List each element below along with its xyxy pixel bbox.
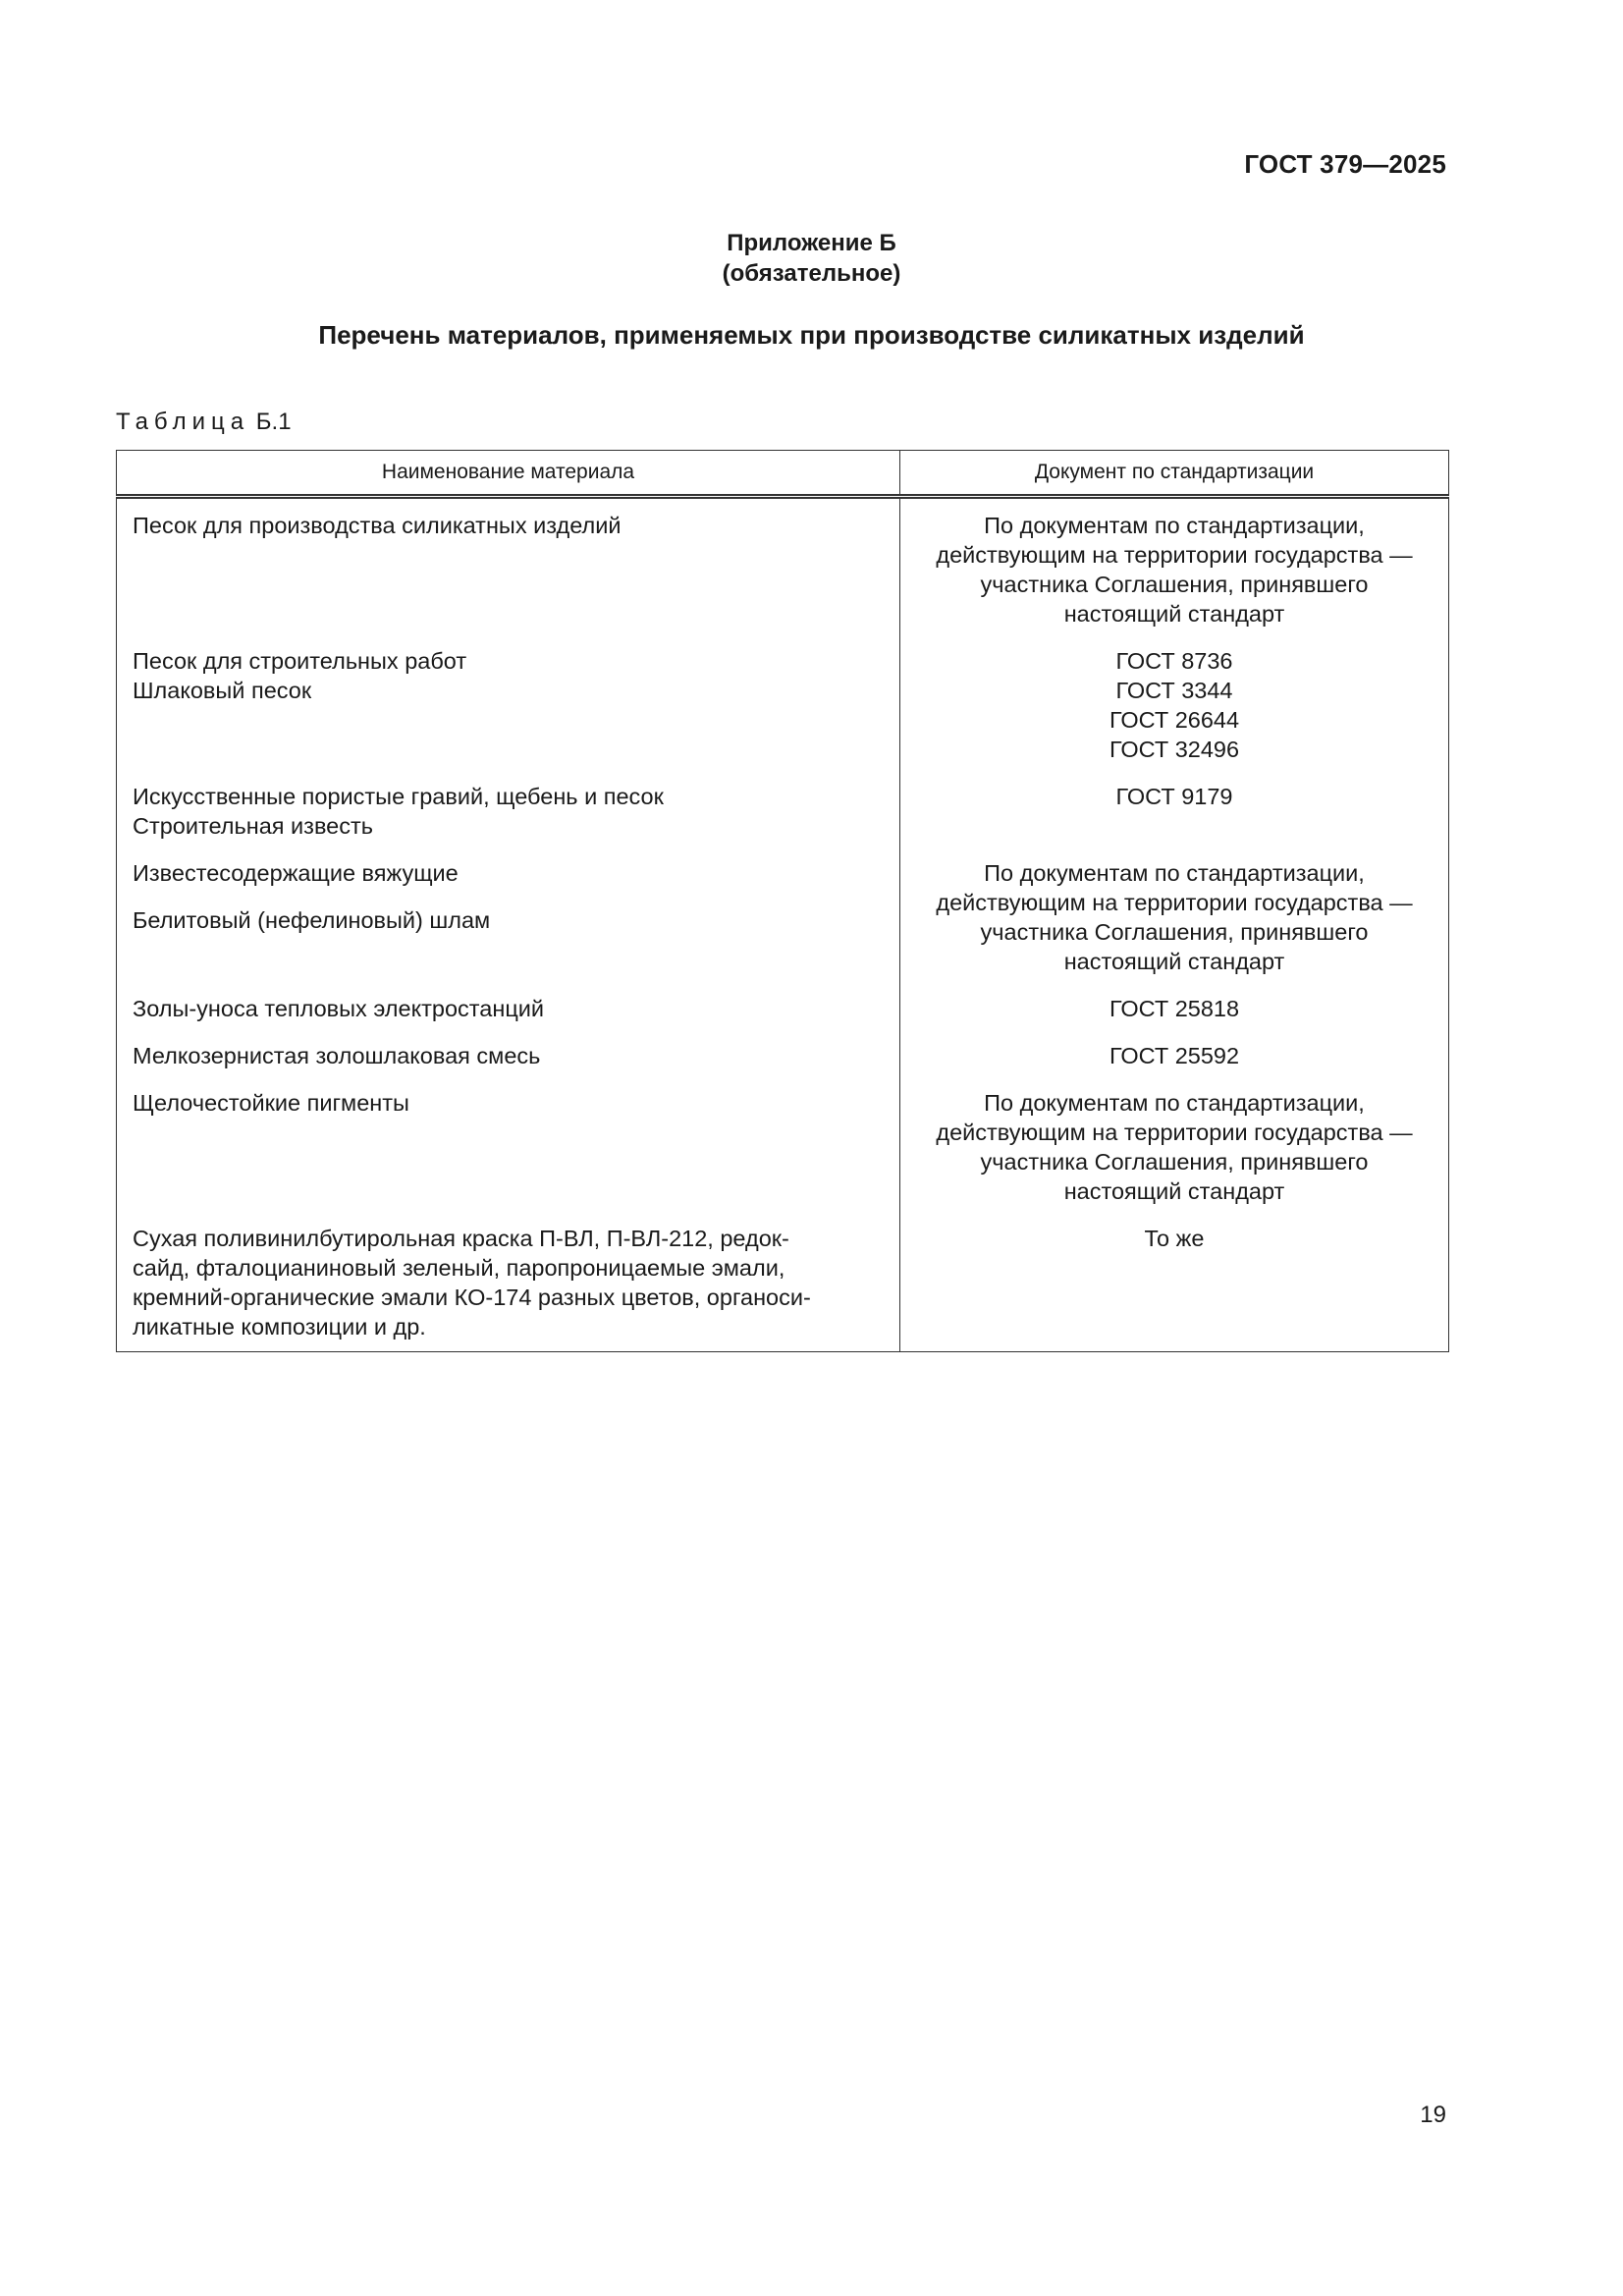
cell-material bbox=[117, 764, 900, 841]
material-line: кремний-органические эмали КО-174 разных цветов, органоси- bbox=[133, 1285, 811, 1310]
material-line: ликатные композиции и др. bbox=[133, 1314, 426, 1339]
document-line: ГОСТ 3344 bbox=[1115, 678, 1233, 703]
cell-document bbox=[900, 976, 1449, 1023]
cell-material bbox=[117, 976, 900, 1023]
document-line: участника Соглашения, принявшего bbox=[980, 572, 1369, 597]
material-line: Белитовый (нефелиновый) шлам bbox=[133, 907, 491, 933]
table-row bbox=[117, 629, 1449, 764]
cell-material bbox=[117, 497, 900, 629]
cell-material bbox=[117, 629, 900, 764]
document-line: По документам по стандартизации, bbox=[984, 513, 1365, 538]
material-line: Шлаковый песок bbox=[133, 678, 312, 703]
document-line: участника Соглашения, принявшего bbox=[980, 919, 1369, 945]
document-line: ГОСТ 25592 bbox=[1109, 1043, 1240, 1068]
material-line: Мелкозернистая золошлаковая смесь bbox=[133, 1043, 541, 1068]
document-line: участника Соглашения, принявшего bbox=[980, 1149, 1369, 1175]
cell-document bbox=[900, 841, 1449, 976]
cell-document bbox=[900, 1070, 1449, 1206]
document-line: По документам по стандартизации, bbox=[984, 1090, 1365, 1116]
document-line: По документам по стандартизации, bbox=[984, 860, 1365, 886]
document-line: действующим на территории государства — bbox=[936, 542, 1413, 568]
table-row bbox=[117, 1206, 1449, 1352]
table-row bbox=[117, 1023, 1449, 1070]
document-line: То же bbox=[1144, 1226, 1205, 1251]
material-line: Искусственные пористые гравий, щебень и песок bbox=[133, 784, 664, 809]
document-title: Перечень материалов, применяемых при производстве силикатных изделий bbox=[318, 320, 1305, 350]
document-line: ГОСТ 26644 bbox=[1109, 707, 1240, 733]
cell-material bbox=[117, 1070, 900, 1206]
header-material: Наименование материала bbox=[117, 451, 900, 497]
appendix-label: Приложение Б bbox=[727, 230, 896, 256]
material-line: Сухая поливинилбутирольная краска П-ВЛ, П-ВЛ-212, редок- bbox=[133, 1226, 789, 1251]
cell-document bbox=[900, 1023, 1449, 1070]
table-row bbox=[117, 841, 1449, 976]
table-caption-word: Таблица bbox=[116, 409, 250, 435]
materials-table bbox=[116, 450, 1449, 1352]
table-body bbox=[117, 497, 1449, 1352]
table-row bbox=[117, 764, 1449, 841]
document-line: ГОСТ 32496 bbox=[1109, 737, 1240, 762]
material-line: Золы-уноса тепловых электростанций bbox=[133, 996, 545, 1021]
document-line: настоящий стандарт bbox=[1063, 1178, 1285, 1204]
document-line: настоящий стандарт bbox=[1063, 949, 1285, 974]
cell-document bbox=[900, 764, 1449, 841]
material-line: сайд, фталоцианиновый зеленый, паропроницаемые эмали, bbox=[133, 1255, 785, 1281]
cell-document bbox=[900, 497, 1449, 629]
cell-material bbox=[117, 1206, 900, 1352]
appendix-heading bbox=[0, 228, 1623, 289]
document-line: действующим на территории государства — bbox=[936, 890, 1413, 915]
material-line: Песок для производства силикатных изделий bbox=[133, 513, 622, 538]
material-line: Щелочестойкие пигменты bbox=[133, 1090, 409, 1116]
document-line: ГОСТ 25818 bbox=[1109, 996, 1240, 1021]
header-document: Документ по стандартизации bbox=[900, 451, 1449, 497]
cell-material bbox=[117, 1023, 900, 1070]
table-row bbox=[117, 1070, 1449, 1206]
appendix-status: (обязательное) bbox=[722, 260, 901, 287]
document-line: ГОСТ 9179 bbox=[1115, 784, 1233, 809]
document-line: настоящий стандарт bbox=[1063, 601, 1285, 627]
table-caption-number: Б.1 bbox=[255, 409, 292, 435]
table-row bbox=[117, 976, 1449, 1023]
document-line: ГОСТ 8736 bbox=[1115, 648, 1233, 674]
cell-material bbox=[117, 841, 900, 976]
table-row bbox=[117, 497, 1449, 629]
cell-document bbox=[900, 1206, 1449, 1352]
material-line: Строительная известь bbox=[133, 813, 373, 839]
material-line: Песок для строительных работ bbox=[133, 648, 467, 674]
table-header-row bbox=[117, 451, 1449, 497]
standard-number: ГОСТ 379—2025 bbox=[1244, 149, 1446, 179]
material-line: Известесодержащие вяжущие bbox=[133, 860, 459, 886]
document-line: действующим на территории государства — bbox=[936, 1120, 1413, 1145]
page-number: 19 bbox=[1420, 2102, 1446, 2128]
table-caption bbox=[116, 409, 292, 436]
cell-document bbox=[900, 629, 1449, 764]
